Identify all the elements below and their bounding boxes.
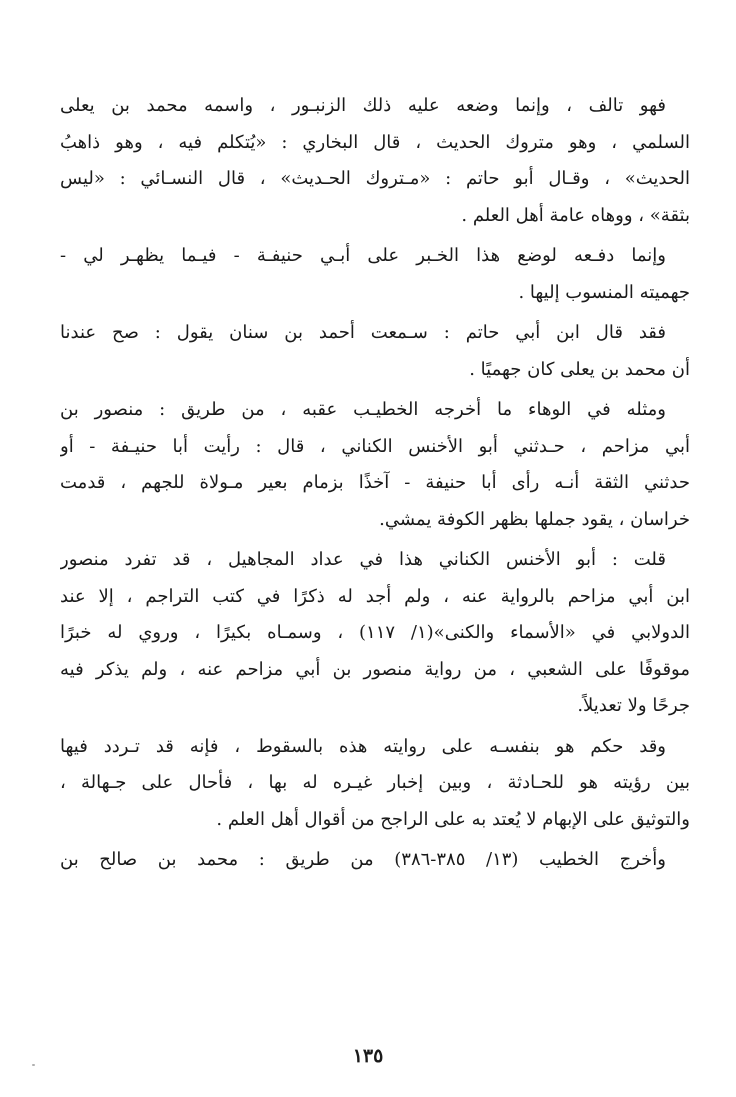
text-line: الدولابي في «الأسماء والكنى»(١/ ١١٧) ، وسمـاه بكيرًا ، وروي له خبرًا xyxy=(60,622,690,643)
text-line: قلت : أبو الأخنس الكناني هذا في عداد المجاهيل ، قد تفرد منصور xyxy=(60,549,666,570)
paragraph-4 xyxy=(60,392,690,538)
paragraph-3 xyxy=(60,315,690,388)
paragraph-6 xyxy=(60,729,690,839)
text-line: جهميته المنسوب إليها . xyxy=(518,281,690,303)
text-line: فهو تالف ، وإنما وضعه عليه ذلك الزنبـور ، واسمه محمد بن يعلى xyxy=(60,95,666,116)
text-line: أبي مزاحم ، حـدثني أبو الأخنس الكناني ، قال : رأيت أبا حنيـفة - أو xyxy=(60,435,690,457)
text-line: ومثله في الوهاء ما أخرجه الخطيـب عقبه ، من طريق : منصور بن xyxy=(60,399,666,420)
text-line: والتوثيق على الإبهام لا يُعتد به على الراجح من أقوال أهل العلم . xyxy=(216,808,690,830)
text-line: بين رؤيته هو للحـادثة ، وبين إخبار غيـره له بها ، فأحال على جـهالة ، xyxy=(60,772,690,793)
paragraph-1 xyxy=(60,88,690,234)
page-number: ١٣٥ xyxy=(352,1045,384,1067)
text-line: الحديث» ، وقـال أبو حاتم : «مـتروك الحـديث» ، قال النسـائي : «ليس xyxy=(60,168,690,189)
text-line: موقوفًا على الشعبي ، من رواية منصور بن أبي مزاحم عنه ، ولم يذكر فيه xyxy=(60,658,690,680)
text-line: وإنما دفـعه لوضع هذا الخـبر على أبـي حنيفـة - فيـما يظهـر لي - xyxy=(60,245,666,266)
text-line: بثقة» ، ووهاه عامة أهل العلم . xyxy=(461,204,690,226)
text-line: وقد حكم هو بنفسـه على روايته هذه بالسقوط ، فإنه قد تـردد فيها xyxy=(60,735,666,757)
paragraph-7 xyxy=(60,842,690,879)
page-body xyxy=(60,88,690,879)
text-line: ابن أبي مزاحم بالرواية عنه ، ولم أجد له ذكرًا في كتب التراجم ، إلا عند xyxy=(60,585,690,607)
text-line: وأخرج الخطيب (١٣/ ٣٨٥-٣٨٦) من طريق : محمد بن صالح بن xyxy=(60,849,666,870)
scan-speck xyxy=(32,1064,35,1066)
text-line: جرحًا ولا تعديلاً. xyxy=(577,695,690,716)
paragraph-2 xyxy=(60,238,690,311)
text-line: فقد قال ابن أبي حاتم : سـمعت أحمد بن سنان يقول : صح عندنا xyxy=(60,322,666,343)
text-line: خراسان ، يقود جملها بظهر الكوفة يمشي. xyxy=(379,508,690,530)
text-line: السلمي ، وهو متروك الحديث ، قال البخاري : «يُتكلم فيه ، وهو ذاهبُ xyxy=(60,131,690,153)
text-line: حدثني الثقة أنـه رأى أبا حنيفة - آخذًا بزمام بعير مـولاة للجهم ، قدمت xyxy=(60,472,690,493)
paragraph-5 xyxy=(60,542,690,725)
text-line: أن محمد بن يعلى كان جهميًا . xyxy=(469,358,690,380)
